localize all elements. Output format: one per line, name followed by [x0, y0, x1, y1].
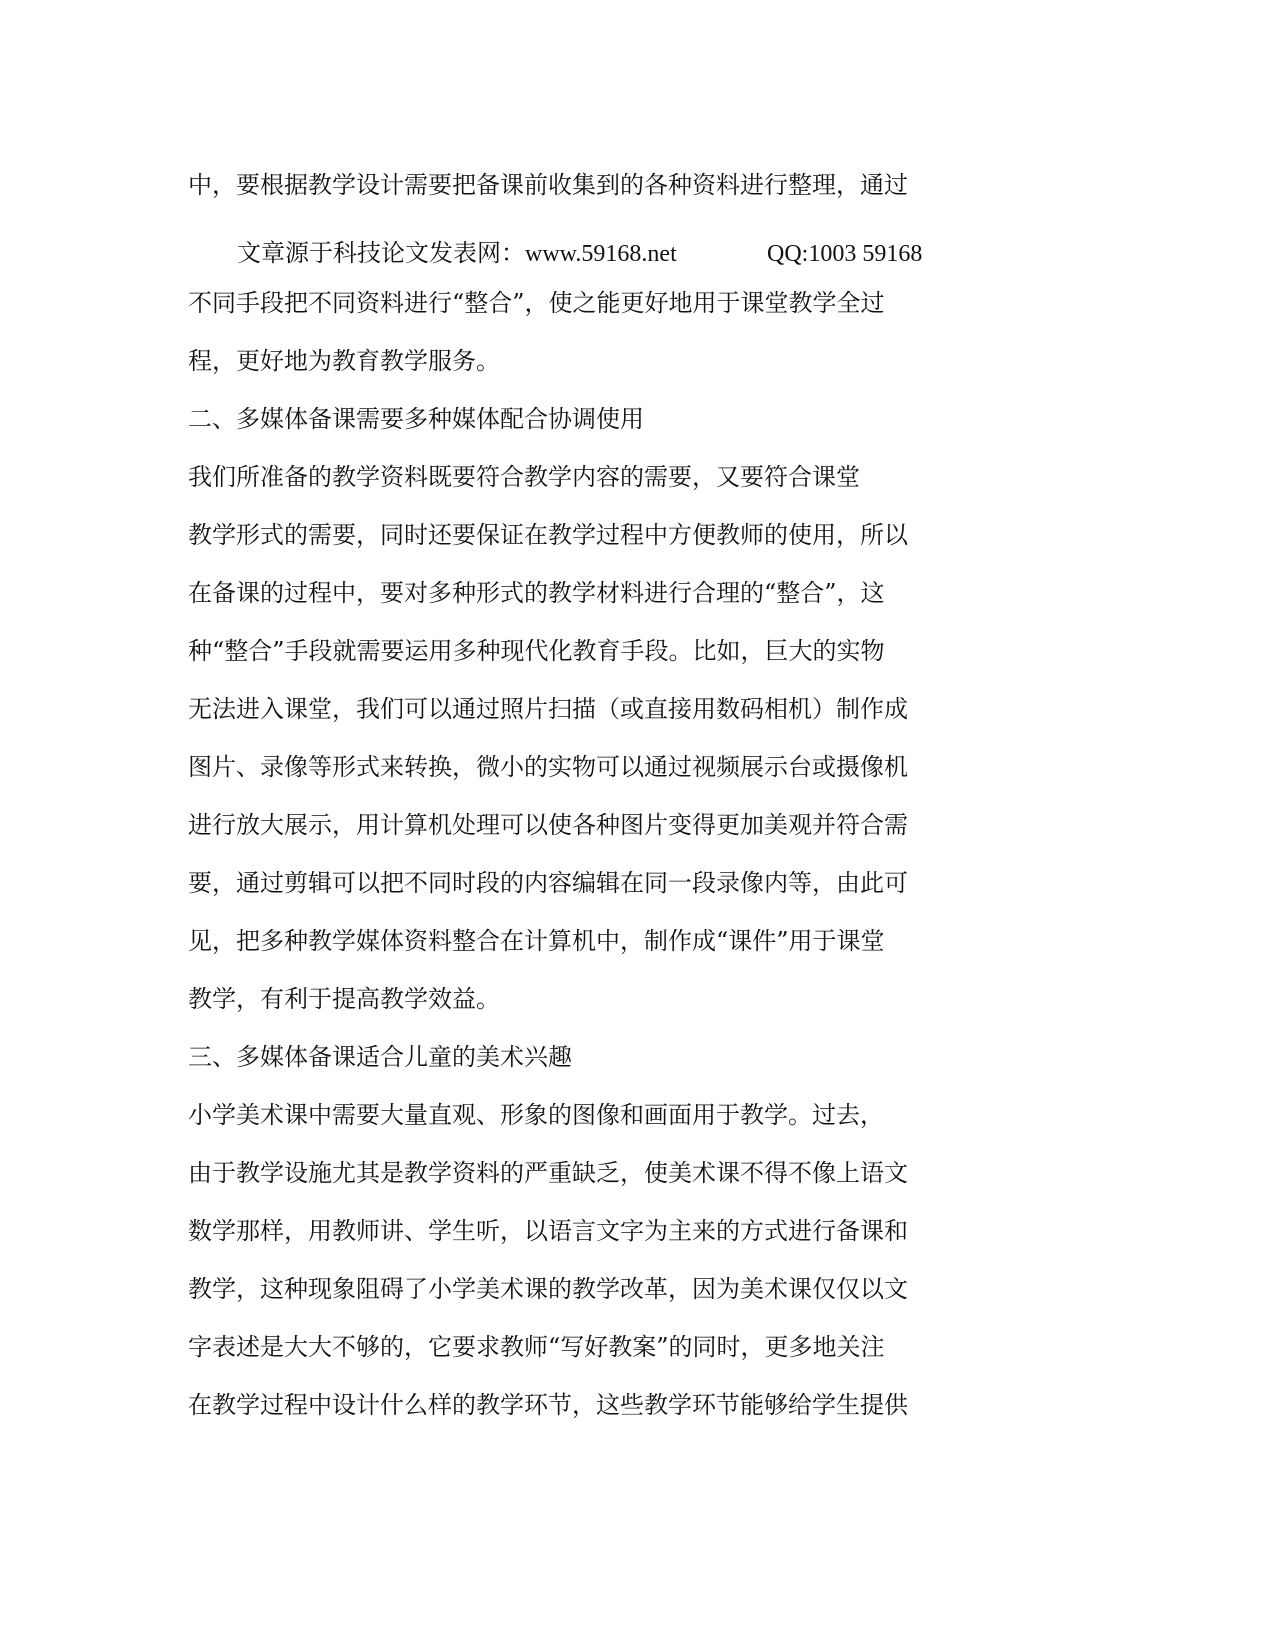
paragraph-line: 见，把多种教学媒体资料整合在计算机中，制作成“课件”用于课堂: [188, 927, 885, 955]
paragraph-line: 小学美术课中需要大量直观、形象的图像和画面用于教学。过去，: [188, 1101, 884, 1129]
paragraph-line: 教学形式的需要，同时还要保证在教学过程中方便教师的使用，所以: [188, 521, 908, 549]
section-heading: 二、多媒体备课需要多种媒体配合协调使用: [188, 405, 644, 433]
paragraph-line: 要，通过剪辑可以把不同时段的内容编辑在同一段录像内等，由此可: [188, 869, 908, 897]
paragraph-line: 教学，这种现象阻碍了小学美术课的教学改革，因为美术课仅仅以文: [188, 1275, 908, 1303]
paragraph-line: 由于教学设施尤其是教学资料的严重缺乏，使美术课不得不像上语文: [188, 1159, 908, 1187]
section-heading: 三、多媒体备课适合儿童的美术兴趣: [188, 1043, 572, 1071]
paragraph-line: 图片、录像等形式来转换，微小的实物可以通过视频展示台或摄像机: [188, 753, 908, 781]
paragraph-line: 种“整合”手段就需要运用多种现代化教育手段。比如，巨大的实物: [188, 637, 885, 665]
paragraph-line: 不同手段把不同资料进行“整合”，使之能更好地用于课堂教学全过: [188, 289, 885, 317]
paragraph-line: 教学，有利于提高教学效益。: [188, 985, 500, 1013]
paragraph-line: 无法进入课堂，我们可以通过照片扫描（或直接用数码相机）制作成: [188, 695, 908, 723]
paragraph-line: 在备课的过程中，要对多种形式的教学材料进行合理的“整合”，这: [188, 579, 885, 607]
qq-number: QQ:1003 59168: [767, 241, 923, 267]
source-line: [237, 239, 927, 269]
paragraph-line: 我们所准备的教学资料既要符合教学内容的需要，又要符合课堂: [188, 463, 860, 491]
source-text: 文章源于科技论文发表网：www.59168.net: [237, 241, 677, 267]
paragraph-line: 字表述是大大不够的，它要求教师“写好教案”的同时，更多地关注: [188, 1333, 885, 1361]
paragraph-line: 在教学过程中设计什么样的教学环节，这些教学环节能够给学生提供: [188, 1391, 908, 1419]
paragraph-line: 进行放大展示，用计算机处理可以使各种图片变得更加美观并符合需: [188, 811, 908, 839]
paragraph-line: 程，更好地为教育教学服务。: [188, 347, 500, 375]
paragraph-line: 数学那样，用教师讲、学生听，以语言文字为主来的方式进行备课和: [188, 1217, 908, 1245]
paragraph-line: 中，要根据教学设计需要把备课前收集到的各种资料进行整理，通过: [188, 171, 908, 199]
